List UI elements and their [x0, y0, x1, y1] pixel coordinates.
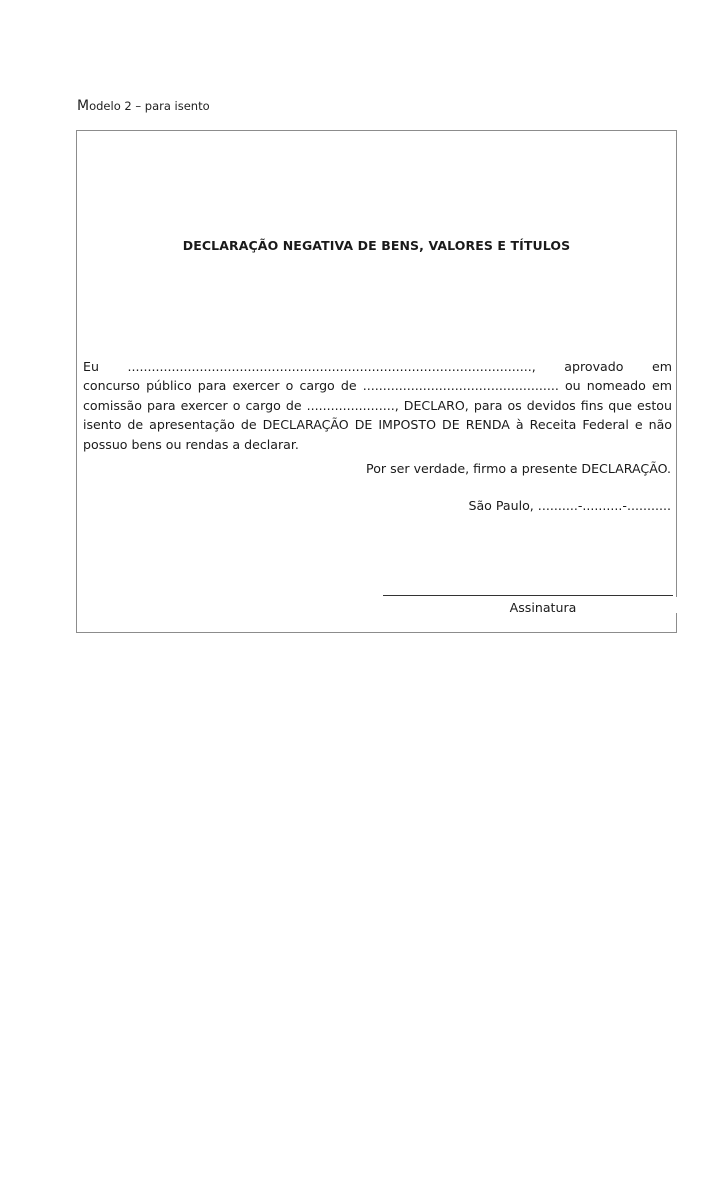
body-line-3: comissão para exercer o cargo de ......................, DECLARO, para os devidos fins que estou	[83, 397, 672, 413]
frame-border-gap	[673, 597, 678, 613]
document-title: DECLARAÇÃO NEGATIVA DE BENS, VALORES E TÍTULOS	[182, 238, 571, 253]
body-line-1: Eu ....................................................................................................., aprovado em	[83, 359, 672, 374]
body-line-4: isento de apresentação de DECLARAÇÃO DE IMPOSTO DE RENDA à Receita Federal e não	[83, 417, 672, 433]
signature-label: Assinatura	[509, 600, 577, 615]
closing-statement: Por ser verdade, firmo a presente DECLARAÇÃO.	[366, 461, 671, 476]
declaration-frame	[76, 130, 677, 633]
body-line-5: possuo bens ou rendas a declarar.	[83, 436, 299, 452]
body-line-2: concurso público para exercer o cargo de ................................................. ou nomeado em	[83, 378, 672, 394]
model-label-text: odelo 2 – para isento	[89, 99, 210, 113]
model-label-initial: M	[77, 98, 90, 114]
declaration-body	[83, 357, 672, 454]
model-label	[77, 98, 210, 114]
place-date-line: São Paulo, ..........-..........-...........	[468, 498, 671, 513]
signature-line	[383, 595, 673, 596]
